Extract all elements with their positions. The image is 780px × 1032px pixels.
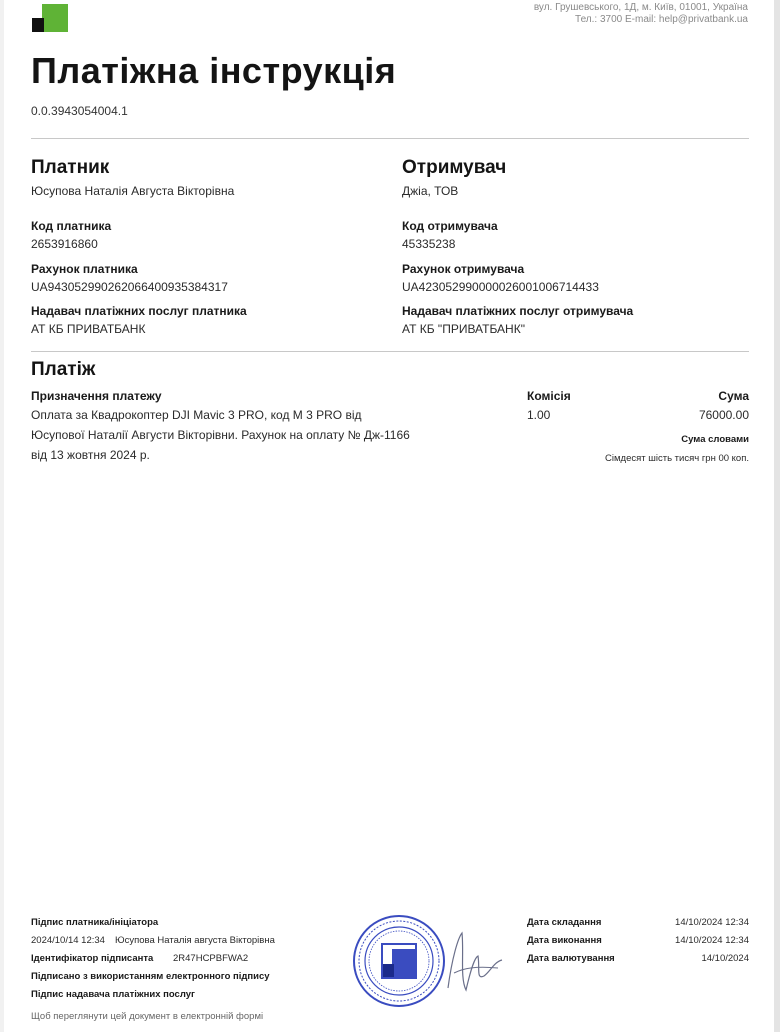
sum-words: Сімдесят шість тисяч грн 00 коп. [605, 453, 749, 464]
date-value-value: 14/10/2024 [701, 953, 749, 964]
bank-address-line: вул. Грушевського, 1Д, м. Київ, 01001, Україна [533, 2, 748, 13]
signer-id-label: Ідентифікатор підписанта [31, 953, 154, 964]
recipient-code-label: Код отримувача [402, 219, 498, 233]
handwritten-signature-icon [440, 918, 510, 1008]
divider [31, 351, 749, 352]
date-created-value: 14/10/2024 12:34 [675, 917, 749, 928]
recipient-provider-label: Надавач платіжних послуг отримувача [402, 304, 634, 318]
page-edge-left [0, 0, 4, 1032]
signature-date: 2024/10/14 12:34 [31, 935, 105, 946]
signer-id: 2R47HCPBFWA2 [173, 953, 249, 964]
payer-account-label: Рахунок платника [31, 262, 138, 276]
date-executed-label: Дата виконання [527, 935, 602, 946]
divider [31, 138, 749, 139]
payment-heading: Платіж [31, 359, 96, 380]
signature-label: Підпис платника/ініціатора [31, 917, 159, 928]
recipient-code: 45335238 [402, 237, 456, 251]
date-executed-value: 14/10/2024 12:34 [675, 935, 749, 946]
payer-heading: Платник [31, 157, 110, 178]
commission-value: 1.00 [527, 408, 551, 422]
payer-provider: АТ КБ ПРИВАТБАНК [31, 322, 146, 336]
bank-contacts-line: Тел.: 3700 E-mail: help@privatbank.ua [575, 14, 748, 25]
e-signature-note: Підписано з використанням електронного підпису [31, 971, 270, 982]
payer-code-label: Код платника [31, 219, 112, 233]
payer-code: 2653916860 [31, 237, 98, 251]
payment-purpose: Оплата за Квадрокоптер DJI Mavic 3 PRO, код M 3 PRO від Юсупової Наталії Августи Вікторівни. Рахунок на оплату № Дж-1166 від 13 жовтня 2024 р. [31, 408, 410, 462]
date-created-label: Дата складання [527, 917, 602, 928]
document-id: 0.0.3943054004.1 [31, 104, 128, 118]
bank-seal-icon [352, 914, 446, 1008]
sum-value: 76000.00 [698, 408, 749, 422]
sum-words-label: Сума словами [681, 434, 749, 445]
date-value-label: Дата валютування [527, 953, 615, 964]
commission-label: Комісія [527, 389, 571, 403]
recipient-name: Джіа, ТОВ [402, 184, 459, 198]
purpose-label: Призначення платежу [31, 389, 162, 403]
recipient-provider: АТ КБ "ПРИВАТБАНК" [402, 322, 525, 336]
signature-name: Юсупова Наталія августа Вікторівна [115, 935, 275, 946]
recipient-heading: Отримувач [402, 157, 507, 178]
payer-name: Юсупова Наталія Августа Вікторівна [31, 184, 235, 198]
bank-address [534, 2, 748, 26]
page-edge-right [774, 0, 780, 1032]
privatbank-logo-icon [32, 0, 68, 32]
payer-provider-label: Надавач платіжних послуг платника [31, 304, 247, 318]
page-title: Платіжна інструкція [31, 50, 397, 91]
provider-signature-label: Підпис надавача платіжних послуг [31, 989, 195, 1000]
recipient-account-label: Рахунок отримувача [402, 262, 525, 276]
view-document-note: Щоб переглянути цей документ в електронній формі [31, 1011, 264, 1022]
sum-label: Сума [718, 389, 749, 403]
recipient-account: UA423052990000026001006714433 [402, 280, 599, 294]
payer-account: UA943052990262066400935384317 [31, 280, 228, 294]
